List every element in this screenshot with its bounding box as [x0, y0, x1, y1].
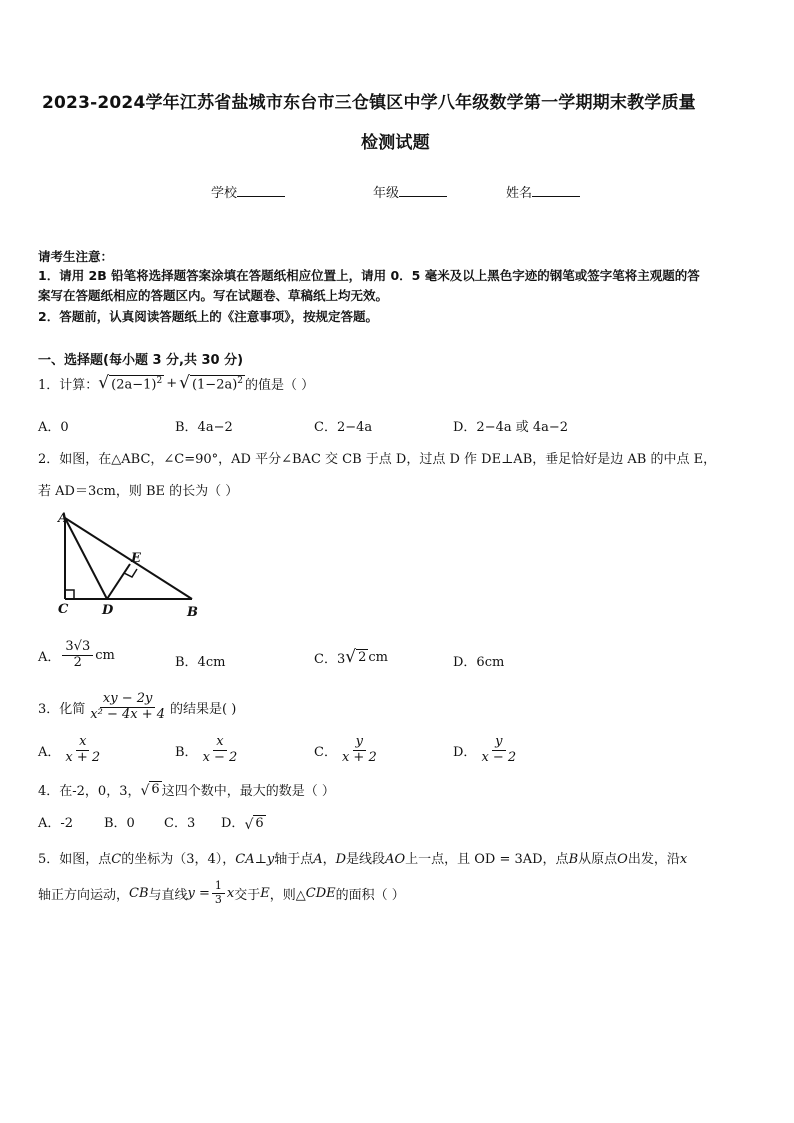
- q3-option-d: D． $\frac{y}{x - 2}$: [453, 734, 517, 765]
- question-3: [38, 692, 236, 723]
- q1-option-c: C．2−4a: [314, 420, 373, 435]
- notice-line1b: 案写在答题纸相应的答题区内。写在试题卷、草稿纸上均无效。: [38, 288, 389, 303]
- q2-c-pre: C．3: [314, 652, 346, 667]
- q3-option-b: B． $\frac{x}{x - 2}$: [175, 734, 238, 765]
- triangle-figure: [52, 510, 212, 620]
- q2-a-unit: cm: [95, 647, 115, 663]
- q4-option-a: A．-2: [38, 816, 74, 832]
- notice-heading: 请考生注意：: [38, 249, 114, 264]
- q4-rad: 6: [151, 782, 160, 798]
- q1-rad2: (1−2a): [191, 376, 238, 392]
- notice-line2: 2．答题前，认真阅读答题纸上的《注意事项》，按规定答题。: [38, 309, 378, 324]
- q1-radical-2: √ $(1-2a)^2$: [179, 373, 244, 394]
- q3-den: x² − 4x + 4: [90, 706, 166, 722]
- label-b: B: [187, 605, 198, 620]
- label-e: E: [131, 551, 141, 566]
- name-label: 姓名: [506, 186, 533, 201]
- question-5-line2: 轴正方向运动， CB 与直线 y = $\frac{1}{3}$ x 交于 E ，则△ CDE 的面积（ ）: [38, 879, 405, 906]
- label-a: A: [58, 511, 69, 526]
- name-field: [506, 182, 580, 201]
- q2-a-den: 2: [73, 654, 82, 670]
- q2-option-b: B．4cm: [175, 655, 226, 670]
- school-field: [211, 182, 285, 201]
- q2-c-unit: cm: [368, 650, 388, 665]
- question-1: 1．计算： √ $(2a-1)^2$ + √ $(1-2a)^2$ 的值是（ ）: [38, 373, 315, 394]
- q2-option-a-fraction: [62, 640, 93, 671]
- q2-c-rad: 2: [358, 650, 367, 666]
- notice-line1: 1．请用 2B 铅笔将选择题答案涂填在答题纸相应位置上，请用 0．5 毫米及以上黑色字迹的钢笔或签字笔将主观题的答: [38, 268, 700, 283]
- q4-pre: 4．在-2，0，3，: [38, 784, 141, 799]
- name-blank: [532, 182, 580, 197]
- q2-option-d: D．6cm: [453, 655, 505, 670]
- q1-option-b: B．4a−2: [175, 420, 233, 435]
- q4-post: 这四个数中，最大的数是（ ）: [161, 784, 335, 799]
- q4-options: [38, 812, 266, 832]
- q3-num: xy − 2y: [100, 692, 155, 708]
- q3-option-a: A． $\frac{x}{x + 2}$: [38, 734, 101, 765]
- grade-field: [373, 182, 447, 201]
- q3-option-c: C． $\frac{y}{x + 2}$: [314, 734, 377, 765]
- grade-label: 年级: [373, 186, 400, 201]
- page-title: 2023-2024学年江苏省盐城市东台市三仓镇区中学八年级数学第一学期期末教学质量: [42, 93, 696, 113]
- q4-option-b: B．0: [104, 816, 135, 832]
- label-d: D: [102, 603, 114, 618]
- q3-prefix: 3．化简: [38, 701, 86, 717]
- q1-option-a: A．0: [38, 420, 69, 435]
- grade-blank: [399, 182, 447, 197]
- q1-prefix: 1．计算：: [38, 378, 99, 393]
- q2-a-num: 3√3: [62, 640, 93, 656]
- segment-ad: [65, 518, 107, 599]
- question-5-line1: 5．如图，点C的坐标为（3，4），CA⊥y轴于点A，D是线段AO上一点，且 OD = 3AD，点B从原点O出发，沿x: [38, 852, 688, 867]
- segment-de: [107, 564, 130, 599]
- q2-option-c: C．3 √ 2 cm: [314, 647, 388, 667]
- side-ab: [65, 518, 192, 599]
- question-2-line2: 若 AD＝3cm，则 BE 的长为（ ）: [38, 484, 239, 499]
- school-blank: [237, 182, 285, 197]
- q3-suffix: 的结果是( ): [170, 701, 237, 717]
- q4-option-d: D． √ 6: [221, 816, 264, 833]
- question-2-line1: 2．如图，在△ABC，∠C=90°，AD 平分∠BAC 交 CB 于点 D，过点 D 作 DE⊥AB，垂足恰好是边 AB 的中点 E，: [38, 452, 717, 467]
- q1-rad1: (2a−1): [111, 376, 157, 392]
- q1-option-d: D．2−4a 或 4a−2: [453, 420, 569, 435]
- right-angle-c: [65, 590, 74, 599]
- page-title-line2: 检测试题: [361, 133, 430, 153]
- q3-fraction: [87, 692, 168, 723]
- section-heading: 一、选择题(每小题 3 分,共 30 分): [38, 353, 244, 368]
- question-4: 4．在-2，0，3， √ 6 这四个数中，最大的数是（ ）: [38, 780, 335, 799]
- q2-option-a: A． $\frac{3√3}{2}$ cm: [38, 639, 115, 670]
- q1-radical-1: √ $(2a-1)^2$: [98, 373, 163, 394]
- q4-option-c: C．3: [164, 816, 196, 832]
- q1-suffix: 的值是（ ）: [245, 378, 315, 393]
- school-label: 学校: [211, 186, 238, 201]
- label-c: C: [58, 602, 69, 617]
